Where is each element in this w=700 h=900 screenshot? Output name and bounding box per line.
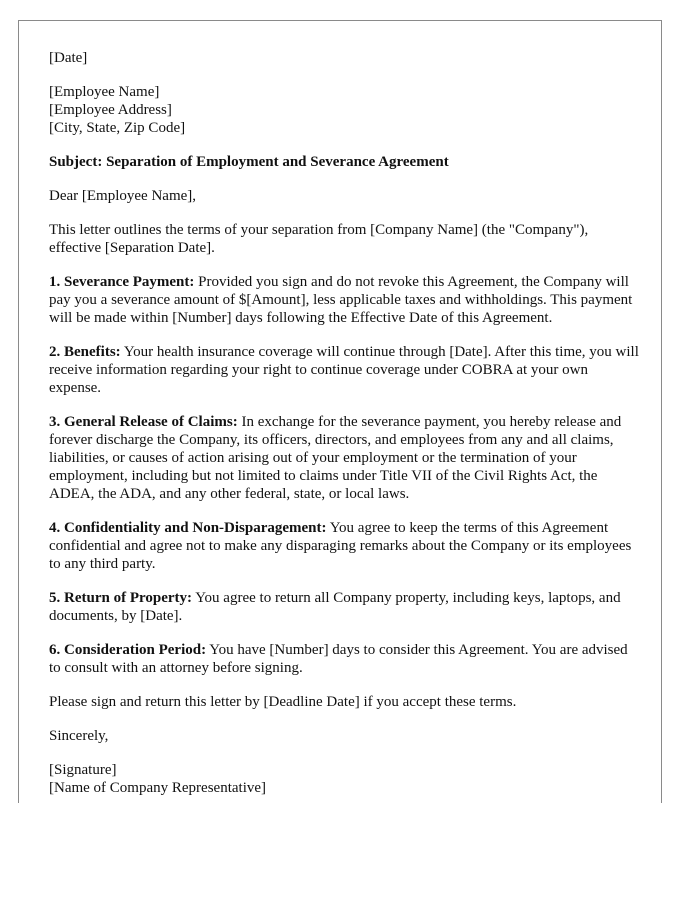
- section-text: You agree to return all Company property, including keys, laptops, and documents, by [Date].: [49, 590, 621, 624]
- letter-page: [18, 20, 662, 803]
- section-label: 5. Return of Property:: [49, 590, 193, 606]
- recipient-name: [Employee Name]: [49, 84, 160, 100]
- section-label: 3. General Release of Claims:: [49, 414, 238, 430]
- recipient-city-line: [City, State, Zip Code]: [49, 120, 186, 136]
- section-severance-payment: [49, 273, 639, 327]
- section-text: Provided you sign and do not revoke this Agreement, the Company will pay you a severance amount of $[Amount], less applicable taxes and withholdings. This payment will be made within [Number] days following the Effective Date of this Agreement.: [49, 274, 633, 326]
- section-benefits: [49, 343, 639, 397]
- section-return-of-property: [49, 589, 639, 625]
- closing-request: Please sign and return this letter by [Deadline Date] if you accept these terms.: [49, 694, 517, 710]
- recipient-address: [Employee Address]: [49, 102, 172, 118]
- sign-off: Sincerely,: [49, 728, 109, 744]
- section-text: You agree to keep the terms of this Agreement confidential and agree not to make any disparaging remarks about the Company or its employees to any third party.: [49, 520, 632, 572]
- section-consideration-period: [49, 641, 639, 677]
- section-label: 2. Benefits:: [49, 344, 121, 360]
- recipient-address-block: [49, 83, 639, 137]
- letter-salutation: Dear [Employee Name],: [49, 188, 197, 204]
- signer-name: [Name of Company Representative]: [49, 780, 267, 796]
- signature-placeholder: [Signature]: [49, 762, 117, 778]
- letter-intro: This letter outlines the terms of your separation from [Company Name] (the "Company"), effective [Separation Date].: [49, 222, 589, 256]
- section-text: You have [Number] days to consider this Agreement. You are advised to consult with an attorney before signing.: [49, 642, 628, 676]
- letter-date: [Date]: [49, 50, 88, 66]
- section-text: Your health insurance coverage will continue through [Date]. After this time, you will receive information regarding your right to continue coverage under COBRA at your own expense.: [49, 344, 639, 396]
- section-label: 4. Confidentiality and Non-Disparagement:: [49, 520, 327, 536]
- letter-body: [49, 49, 639, 797]
- section-general-release: [49, 413, 639, 503]
- section-label: 6. Consideration Period:: [49, 642, 207, 658]
- letter-subject: Subject: Separation of Employment and Severance Agreement: [49, 154, 449, 170]
- signature-block: [49, 761, 639, 797]
- section-confidentiality: [49, 519, 639, 573]
- section-label: 1. Severance Payment:: [49, 274, 195, 290]
- section-text: In exchange for the severance payment, you hereby release and forever discharge the Company, its officers, directors, and employees from any and all claims, liabilities, or causes of action arising out of your employment or the termination of your employment, including but not limited to claims under Title VII of the Civil Rights Act, the ADEA, the ADA, and any other federal, state, or local laws.: [49, 414, 622, 502]
